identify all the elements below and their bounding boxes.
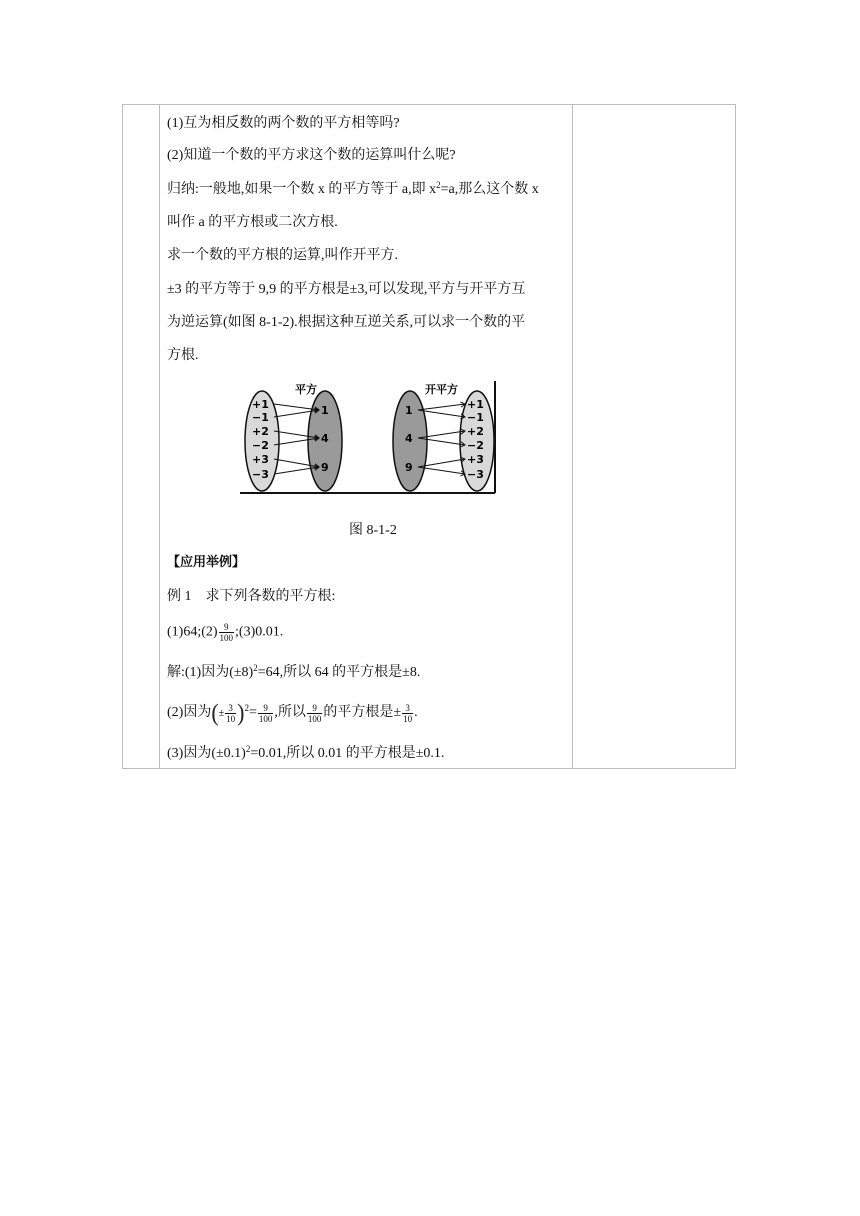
left-result-value: 4 <box>321 432 329 445</box>
right-set-value: +1 <box>467 398 484 411</box>
sqrt-label: 开平方 <box>425 383 458 396</box>
question-2: (2)知道一个数的平方求这个数的运算叫什么呢? <box>167 148 456 163</box>
figure-caption: 图 8-1-2 <box>349 523 397 538</box>
example-title: 例 1 求下列各数的平方根: <box>167 589 336 604</box>
summary-line-1: 归纳:一般地,如果一个数 x 的平方等于 a,即 $x^2=a$,那么这个数 x <box>167 180 539 197</box>
summary-line-2: 叫作 a 的平方根或二次方根. <box>167 215 338 230</box>
left-set-value: +3 <box>252 453 269 466</box>
section-heading: 【应用举例】 <box>167 555 246 570</box>
figure-8-1-2 <box>240 379 515 503</box>
table-divider-right <box>572 105 573 768</box>
right-input-value: 4 <box>405 432 413 445</box>
observation-line-1: ±3 的平方等于 9,9 的平方根是±3,可以发现,平方与开平方互 <box>167 282 526 297</box>
left-result-value: 9 <box>321 461 329 474</box>
table-divider-left <box>159 105 160 768</box>
left-set-value: +2 <box>252 425 269 438</box>
solution-3: (3)因为$(\pm 0.1)^2=0.01$,所以 0.01 的平方根是±0.1. <box>167 744 445 761</box>
right-set-value: −2 <box>467 439 484 452</box>
left-set-value: +1 <box>252 398 269 411</box>
sqrt-arrow <box>418 467 465 474</box>
square-label: 平方 <box>295 383 317 396</box>
right-input-value: 1 <box>405 404 413 417</box>
observation-line-2: 为逆运算(如图 8-1-2).根据这种互逆关系,可以求一个数的平 <box>167 315 526 330</box>
right-set-value: +3 <box>467 453 484 466</box>
example-items: (1)64;(2) $\frac{9}{100}$ ;(3)0.01. <box>167 622 284 643</box>
content-table <box>122 104 736 769</box>
sqrt-arrow <box>418 404 465 410</box>
definition: 求一个数的平方根的运算,叫作开平方. <box>167 248 398 263</box>
left-set-value: −3 <box>252 468 269 481</box>
right-set-value: +2 <box>467 425 484 438</box>
right-set-value: −1 <box>467 411 484 424</box>
solution-1: 解:(1)因为$(\pm 8)^2=64$,所以 64 的平方根是±8. <box>167 663 421 680</box>
fraction: $\frac{9}{100}$ <box>219 622 234 643</box>
left-result-value: 1 <box>321 404 329 417</box>
right-set-value: −3 <box>467 468 484 481</box>
solution-2: (2)因为(± $\frac{3}{10}$ )$^2$= $\frac{9}{100}$ ,所以 $\frac{9}{100}$ 的平方根是± $\frac{3}{10}$ . <box>167 698 418 727</box>
left-set-value: −1 <box>252 411 269 424</box>
right-input-value: 9 <box>405 461 413 474</box>
observation-line-3: 方根. <box>167 348 199 363</box>
left-set-value: −2 <box>252 439 269 452</box>
question-1: (1)互为相反数的两个数的平方相等吗? <box>167 116 400 131</box>
